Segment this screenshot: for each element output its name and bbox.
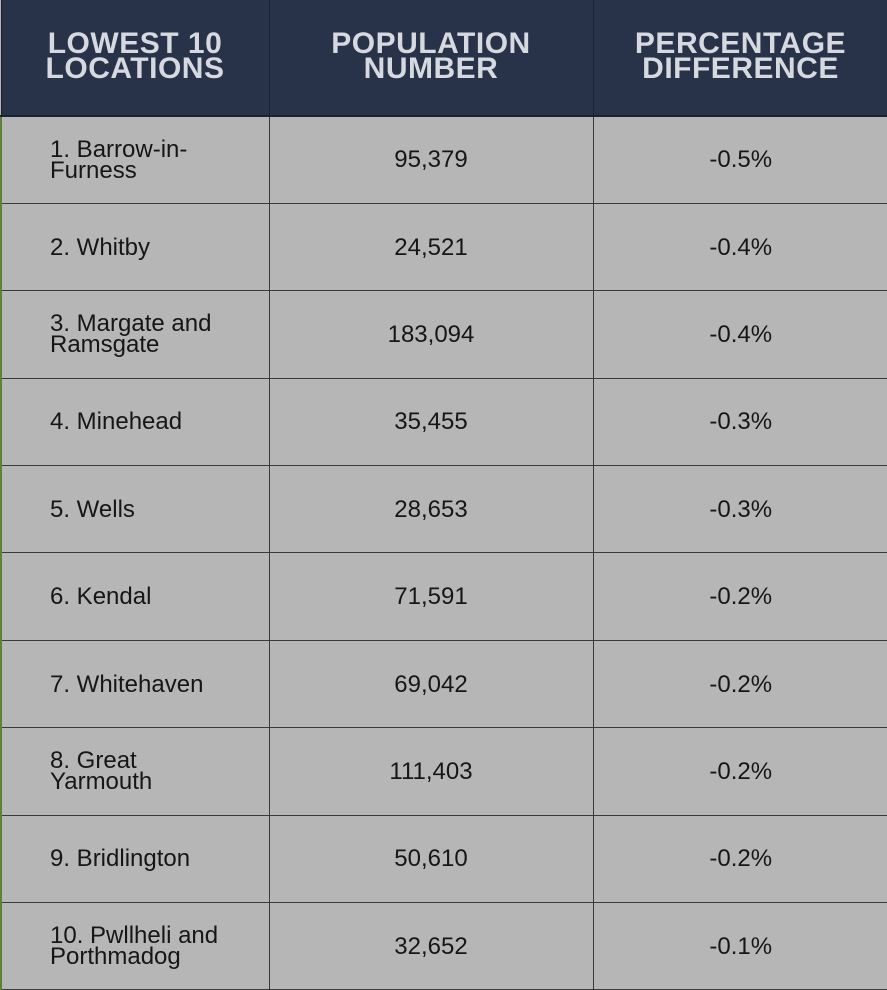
percentage-difference-cell: -0.1%: [593, 903, 887, 990]
location-label: 4. Minehead: [50, 408, 183, 436]
percentage-difference-cell: -0.2%: [593, 553, 887, 640]
population-cell: 32,652: [269, 903, 593, 990]
location-label: 10. Pwllheli and Porthmadog: [50, 922, 219, 971]
location-label: 7. Whitehaven: [50, 670, 204, 698]
table-row: [1, 728, 887, 815]
percentage-difference-cell: -0.2%: [593, 728, 887, 815]
header-percentage-difference: PERCENTAGE DIFFERENCE: [593, 0, 887, 116]
location-label: 9. Bridlington: [50, 845, 191, 873]
location-label: 2. Whitby: [50, 233, 151, 261]
location-cell: [1, 466, 269, 553]
population-cell: 69,042: [269, 640, 593, 727]
percentage-difference-cell: -0.3%: [593, 378, 887, 465]
percentage-difference-cell: -0.2%: [593, 640, 887, 727]
population-cell: 28,653: [269, 466, 593, 553]
percentage-difference-cell: -0.2%: [593, 815, 887, 902]
percentage-difference-cell: -0.4%: [593, 291, 887, 378]
location-cell: [1, 640, 269, 727]
population-cell: 71,591: [269, 553, 593, 640]
location-cell: [1, 553, 269, 640]
location-label: 3. Margate and Ramsgate: [50, 310, 212, 359]
population-cell: 95,379: [269, 116, 593, 203]
table-row: [1, 378, 887, 465]
percentage-difference-cell: -0.3%: [593, 466, 887, 553]
table-body: [1, 116, 887, 990]
table-row: [1, 291, 887, 378]
location-cell: [1, 378, 269, 465]
location-cell: [1, 116, 269, 203]
header-locations: LOWEST 10 LOCATIONS: [1, 0, 269, 116]
location-cell: [1, 903, 269, 990]
header-row: [1, 0, 887, 116]
location-cell: [1, 203, 269, 290]
table-row: [1, 815, 887, 902]
location-cell: [1, 815, 269, 902]
population-cell: 183,094: [269, 291, 593, 378]
table-row: [1, 553, 887, 640]
table-row: [1, 466, 887, 553]
percentage-difference-cell: -0.5%: [593, 116, 887, 203]
location-cell: [1, 728, 269, 815]
location-label: 5. Wells: [50, 495, 135, 523]
table-row: [1, 640, 887, 727]
header-population-number: POPULATION NUMBER: [269, 0, 593, 116]
population-cell: 24,521: [269, 203, 593, 290]
table-row: [1, 116, 887, 203]
percentage-difference-cell: -0.4%: [593, 203, 887, 290]
location-label: 8. Great Yarmouth: [50, 747, 153, 796]
location-cell: [1, 291, 269, 378]
population-cell: 35,455: [269, 378, 593, 465]
population-cell: 111,403: [269, 728, 593, 815]
location-label: 6. Kendal: [50, 583, 152, 611]
table-row: [1, 203, 887, 290]
location-label: 1. Barrow-in-Furness: [50, 135, 188, 184]
population-cell: 50,610: [269, 815, 593, 902]
table-row: [1, 903, 887, 990]
